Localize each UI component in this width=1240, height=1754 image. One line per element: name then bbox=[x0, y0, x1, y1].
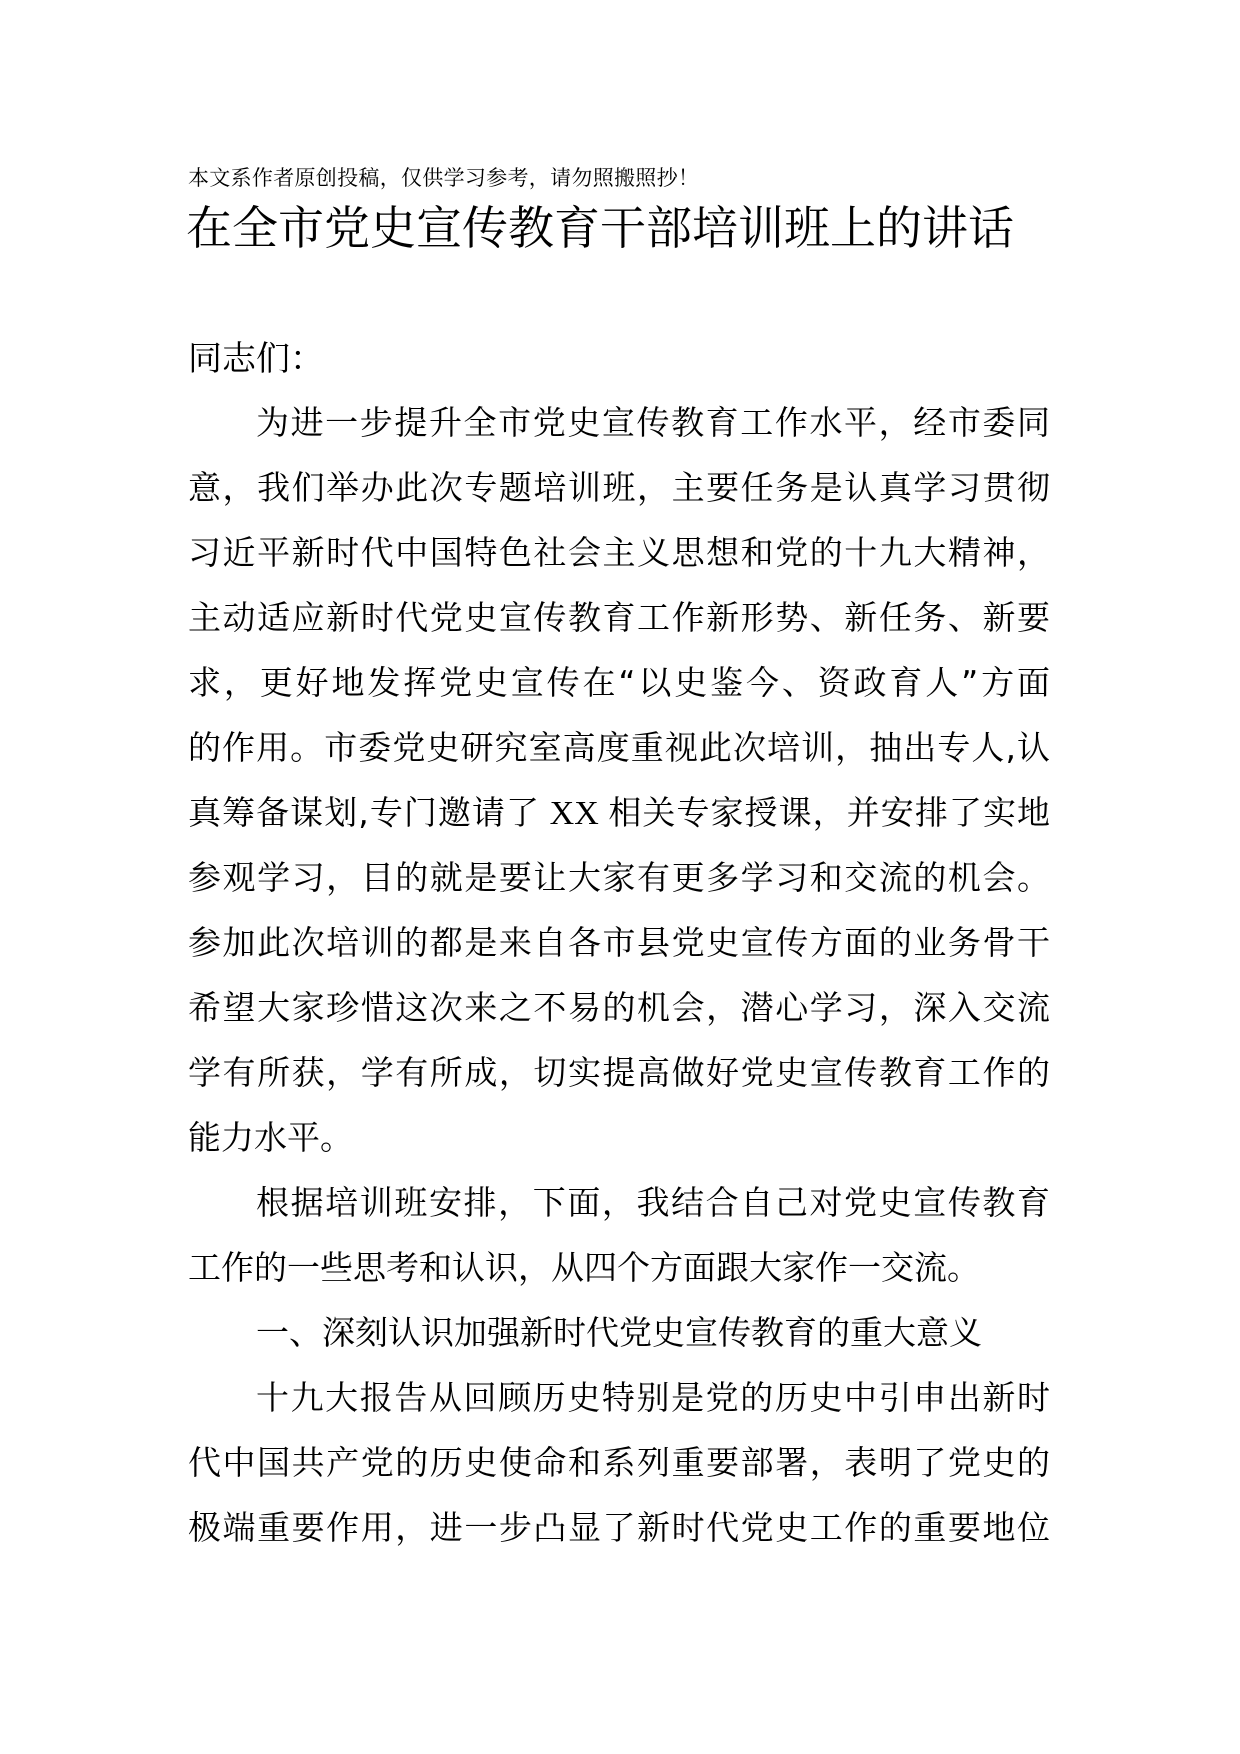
paragraph-1-line: 能力水平。 bbox=[188, 1118, 353, 1157]
salutation: 同志们： bbox=[188, 339, 324, 379]
paragraph-1-line: 希望大家珍惜这次来之不易的机会，潜心学习，深入交流 bbox=[188, 988, 1050, 1027]
paragraph-3-line: 极端重要作用，进一步凸显了新时代党史工作的重要地位 bbox=[188, 1508, 1050, 1547]
speech-body bbox=[188, 390, 1050, 1560]
section-heading-1: 一、深刻认识加强新时代党史宣传教育的重大意义 bbox=[256, 1313, 982, 1352]
paragraph-3-line: 代中国共产党的历史使命和系列重要部署，表明了党史的 bbox=[188, 1443, 1050, 1482]
paragraph-1-line: 的作用。市委党史研究室高度重视此次培训，抽出专人,认 bbox=[188, 728, 1050, 767]
document-title: 在全市党史宣传教育干部培训班上的讲话 bbox=[186, 201, 1014, 255]
paragraph-1-line: 主动适应新时代党史宣传教育工作新形势、新任务、新要 bbox=[188, 598, 1050, 637]
line-segment: 相关专家授课，并安排了实地 bbox=[608, 793, 1050, 832]
paragraph-1-line: 学有所获，学有所成，切实提高做好党史宣传教育工作的 bbox=[188, 1053, 1050, 1092]
paragraph-1-line: 求，更好地发挥党史宣传在“以史鉴今、资政育人”方面 bbox=[188, 663, 1050, 702]
copyright-note: 本文系作者原创投稿，仅供学习参考，请勿照搬照抄！ bbox=[188, 166, 700, 190]
paragraph-2-line: 工作的一些思考和认识，从四个方面跟大家作一交流。 bbox=[188, 1248, 980, 1287]
paragraph-2-line: 根据培训班安排，下面，我结合自己对党史宣传教育 bbox=[256, 1183, 1050, 1222]
paragraph-1-line: 参加此次培训的都是来自各市县党史宣传方面的业务骨干 bbox=[188, 923, 1050, 962]
line-segment: 真筹备谋划,专门邀请了 bbox=[188, 793, 541, 832]
paragraph-1-line bbox=[188, 780, 1050, 845]
paragraph-1-line: 意，我们举办此次专题培训班，主要任务是认真学习贯彻 bbox=[188, 468, 1050, 507]
paragraph-3-line: 十九大报告从回顾历史特别是党的历史中引申出新时 bbox=[256, 1378, 1050, 1417]
paragraph-1-line: 习近平新时代中国特色社会主义思想和党的十九大精神， bbox=[188, 533, 1050, 572]
paragraph-1-line: 参观学习，目的就是要让大家有更多学习和交流的机会。 bbox=[188, 858, 1050, 897]
placeholder-xx: XX bbox=[540, 795, 609, 832]
paragraph-1-line: 为进一步提升全市党史宣传教育工作水平，经市委同 bbox=[256, 403, 1050, 442]
